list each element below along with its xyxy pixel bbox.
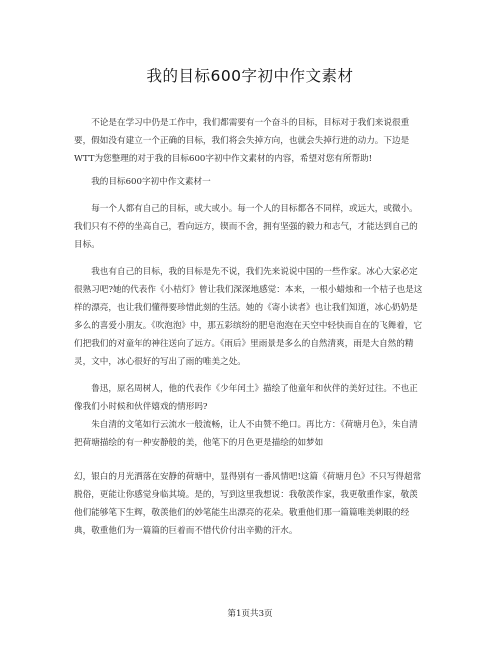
document-body xyxy=(74,114,426,540)
body-paragraph: 鲁迅，原名周树人，他的代表作《少年闰土》描绘了他童年和伙伴的美好过往。不也正像我们小时候和伙伴嬉戏的情形吗? xyxy=(74,384,418,412)
section-subheading: 我的目标600字初中作文素材一 xyxy=(91,177,211,187)
body-paragraph: 朱自清的文笔如行云流水一般流畅，让人不由赞不绝口。再比方：《荷塘月色》，朱自清把荷塘描绘的有一种安静般的美，他笔下的月色更是描绘的如梦如 xyxy=(74,420,418,448)
intro-paragraph: 不论是在学习中仍是工作中，我们都需要有一个奋斗的目标，目标对于我们来说很重要，假如没有建立一个正确的目标，我们将会失掉方向，也就会失掉行进的动力。下边是WTT为您整理的对于我的目标600字初中作文素材的内容，希望对您有所帮助! xyxy=(74,118,410,164)
body-paragraph: 每一个人都有自己的目标，或大或小。每一个人的目标都各不同样，或远大，或微小。我们只有不停的坐高自己，看向远方，锲而不舍，拥有坚强的毅力和志气，才能达到自己的目标。 xyxy=(74,204,418,250)
document-title: 我的目标600字初中作文素材 xyxy=(146,67,354,85)
page-number-footer: 第1页共3页 xyxy=(227,609,273,619)
body-paragraph: 我也有自己的目标，我的目标是先不说，我们先来说说中国的一些作家。冰心大家必定很熟习吧?她的代表作《小桔灯》曾让我们深深地感觉：本来，一根小蜡烛和一个桔子也是这样的漂亮，也让我们懂得要珍惜此刻的生活。她的《寄小读者》也让我们知道，冰心奶奶是多么的喜爱小朋友。《吹泡泡》中，那五彩缤纷的肥皂泡泡在天空中轻快而自在的飞舞着，它们把我们的对童年的神往送向了远方。《雨后》里雨景是多么的自然清爽，雨是大自然的精灵，文中，冰心很好的写出了雨的唯美之处。 xyxy=(74,267,423,367)
body-paragraph-continued: 幻，银白的月光洒落在安静的荷塘中，显得别有一番风情吧!这篇《荷塘月色》不只写得超常脱俗，更能让你感觉身临其境。是的，写到这里我想说：我敬羡作家，我更敬重作家，敬羡他们能够笔下生辉，敬羡他们的妙笔能生出漂亮的花朵。敬重他们那一篇篇唯美刺眼的经典，敬重他们为一篇篇的巨着而不惜代价付出辛勤的汗水。 xyxy=(74,472,422,536)
